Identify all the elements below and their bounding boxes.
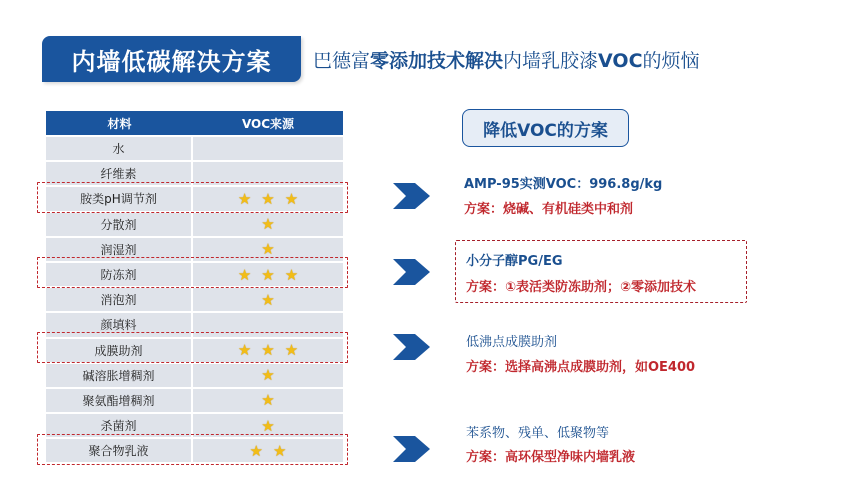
- solution-section-header: 降低VOC的方案: [462, 109, 629, 147]
- voc-rating-cell: [193, 213, 343, 236]
- star-icon: ★: [284, 189, 299, 208]
- star-icon: ★: [249, 441, 263, 460]
- star-icon: ★: [273, 441, 287, 460]
- table-row: [46, 137, 343, 160]
- star-icon: ★: [261, 391, 275, 410]
- material-cell: 成膜助剂: [46, 339, 193, 362]
- highlight-box-ph-adjuster: [37, 182, 348, 213]
- highlight-box-polymer-emulsion: [37, 434, 348, 465]
- solution-1-plan: 方案：烧碱、有机硅类中和剂: [464, 202, 634, 217]
- star-icon: ★: [261, 366, 275, 385]
- star-icon: ★: [261, 341, 275, 360]
- material-cell: 防冻剂: [46, 263, 193, 286]
- voc-rating-cell: [193, 364, 343, 387]
- highlight-box-coalescent: [37, 332, 348, 363]
- table-row: [46, 364, 343, 387]
- material-cell: 聚合物乳液: [46, 439, 193, 462]
- arrow-right-icon: [393, 436, 430, 462]
- solution-4-plan: 方案：高环保型净味内墙乳液: [466, 450, 636, 465]
- voc-rating-cell: [193, 137, 343, 160]
- star-icon: ★: [261, 290, 275, 309]
- material-cell: 胺类pH调节剂: [46, 187, 193, 210]
- voc-rating-cell: [193, 288, 343, 311]
- arrow-right-icon: [393, 183, 430, 209]
- material-cell: 纤维素: [46, 162, 193, 185]
- column-header-voc-source: VOC来源: [193, 111, 343, 135]
- star-icon: ★: [261, 215, 275, 234]
- star-icon: ★: [284, 341, 299, 360]
- star-icon: ★: [261, 189, 275, 208]
- material-cell: 聚氨酯增稠剂: [46, 389, 193, 412]
- highlight-box-antifreeze: [37, 257, 348, 288]
- solution-4-issue: 苯系物、残单、低聚物等: [466, 426, 610, 441]
- slide-subtitle: 巴德富零添加技术解决内墙乳胶漆VOC的烦恼: [313, 50, 700, 72]
- solution-2-plan: 方案：①表活类防冻助剂；②零添加技术: [466, 280, 697, 295]
- solution-3-plan: 方案：选择高沸点成膜助剂，如OE400: [466, 360, 696, 375]
- arrow-right-icon: [393, 259, 430, 285]
- star-icon: ★: [261, 265, 275, 284]
- star-icon: ★: [237, 189, 252, 208]
- star-icon: ★: [284, 265, 299, 284]
- star-icon: ★: [237, 265, 252, 284]
- star-icon: ★: [261, 416, 275, 435]
- material-cell: 润湿剂: [46, 238, 193, 261]
- solution-1-issue: AMP-95实测VOC：996.8g/kg: [464, 177, 663, 192]
- material-cell: 分散剂: [46, 213, 193, 236]
- solution-2-issue: 小分子醇PG/EG: [466, 254, 563, 269]
- star-icon: ★: [237, 341, 252, 360]
- table-row: [46, 389, 343, 412]
- table-row: [46, 288, 343, 311]
- material-cell: 碱溶胀增稠剂: [46, 364, 193, 387]
- table-header-row: [46, 111, 343, 135]
- voc-rating-cell: [193, 389, 343, 412]
- material-cell: 杀菌剂: [46, 414, 193, 437]
- table-row: [46, 213, 343, 236]
- column-header-material: 材料: [46, 111, 193, 135]
- material-cell: 颜填料: [46, 313, 193, 336]
- solution-3-issue: 低沸点成膜助剂: [466, 335, 558, 350]
- slide-title: 内墙低碳解决方案: [42, 36, 301, 82]
- star-icon: ★: [261, 240, 275, 259]
- material-cell: 水: [46, 137, 193, 160]
- arrow-right-icon: [393, 334, 430, 360]
- material-cell: 消泡剂: [46, 288, 193, 311]
